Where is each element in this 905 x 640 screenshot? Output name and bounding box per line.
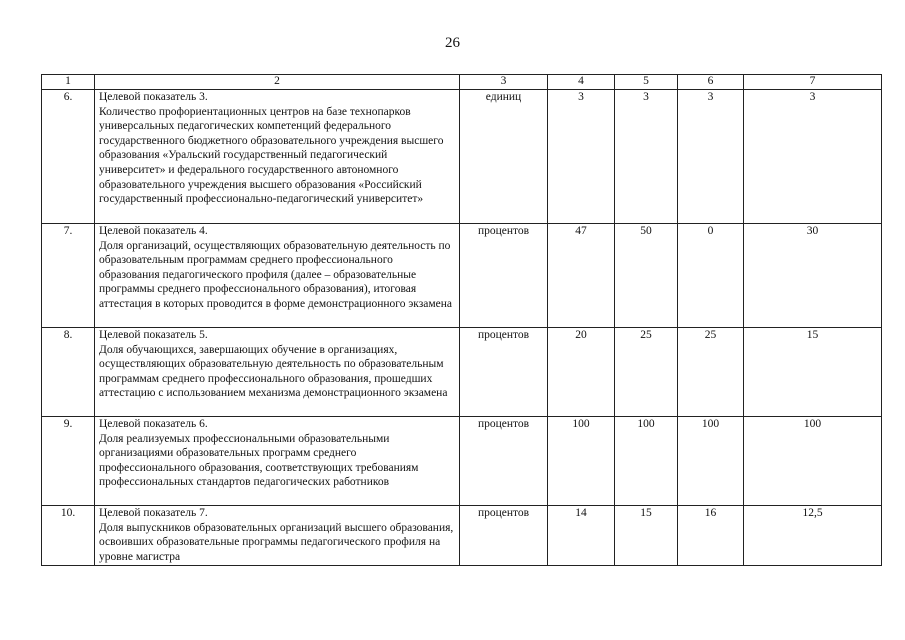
indicator-text: Доля обучающихся, завершающих обучение в организациях, осуществляющих образовательную деятельность по образовательным программам среднего профессионального образования, прошедших аттестацию с использованием механизма демонстрационного экзамена — [99, 343, 448, 400]
indicator-title: Целевой показатель 5. — [99, 329, 208, 341]
value-col-6: 3 — [678, 90, 744, 224]
unit-cell: процентов — [460, 328, 548, 417]
unit-cell: процентов — [460, 224, 548, 328]
header-col-7: 7 — [744, 75, 882, 90]
value-col-4: 20 — [548, 328, 615, 417]
table-row — [42, 224, 882, 328]
value-col-6: 100 — [678, 417, 744, 506]
row-number: 8. — [42, 328, 95, 417]
value-col-4: 100 — [548, 417, 615, 506]
indicator-text: Количество профориентационных центров на базе технопарков универсальных педагогических компетенций федерального государственного бюджетного образовательного учреждения высшего образования «Уральский государственный педагогический университет» и федерального государственного автономного образовательного учреждения высшего образования «Российский государственный профессионально-педагогический университет» — [99, 105, 444, 206]
value-col-6: 16 — [678, 506, 744, 566]
value-col-5: 100 — [615, 417, 678, 506]
table-row — [42, 506, 882, 566]
row-number: 9. — [42, 417, 95, 506]
value-col-6: 25 — [678, 328, 744, 417]
indicator-description — [95, 90, 460, 224]
value-col-5: 15 — [615, 506, 678, 566]
indicator-description — [95, 224, 460, 328]
header-col-1: 1 — [42, 75, 95, 90]
row-number: 6. — [42, 90, 95, 224]
header-col-3: 3 — [460, 75, 548, 90]
indicator-title: Целевой показатель 3. — [99, 91, 208, 103]
value-col-5: 3 — [615, 90, 678, 224]
header-col-4: 4 — [548, 75, 615, 90]
value-col-4: 14 — [548, 506, 615, 566]
indicator-text: Доля организаций, осуществляющих образовательную деятельность по образовательным программам среднего профессионального образования педагогического профиля (далее – образовательные программы среднего профессионального образования), итоговая аттестация в которых проводится в форме демонстрационного экзамена — [99, 239, 453, 310]
header-col-2: 2 — [95, 75, 460, 90]
indicator-title: Целевой показатель 4. — [99, 225, 208, 237]
indicator-title: Целевой показатель 7. — [99, 507, 208, 519]
header-col-5: 5 — [615, 75, 678, 90]
indicator-description — [95, 417, 460, 506]
value-col-5: 50 — [615, 224, 678, 328]
indicator-text: Доля выпускников образовательных организаций высшего образования, освоивших образовательные программы педагогического профиля на уровне магистра — [99, 521, 454, 563]
value-col-6: 0 — [678, 224, 744, 328]
indicator-description — [95, 506, 460, 566]
row-number: 10. — [42, 506, 95, 566]
table-row — [42, 328, 882, 417]
unit-cell: единиц — [460, 90, 548, 224]
unit-cell: процентов — [460, 417, 548, 506]
indicator-description — [95, 328, 460, 417]
value-col-4: 47 — [548, 224, 615, 328]
value-col-7: 12,5 — [744, 506, 882, 566]
table-row — [42, 90, 882, 224]
indicators-table — [41, 74, 882, 566]
value-col-4: 3 — [548, 90, 615, 224]
value-col-7: 15 — [744, 328, 882, 417]
value-col-7: 3 — [744, 90, 882, 224]
indicator-text: Доля реализуемых профессиональными образовательными организациями образовательных программ среднего профессионального образования, соответствующих требованиям профессиональных стандартов педагогических работников — [99, 432, 419, 489]
value-col-7: 30 — [744, 224, 882, 328]
indicator-title: Целевой показатель 6. — [99, 418, 208, 430]
value-col-5: 25 — [615, 328, 678, 417]
header-col-6: 6 — [678, 75, 744, 90]
value-col-7: 100 — [744, 417, 882, 506]
table-row — [42, 417, 882, 506]
page-number: 26 — [445, 35, 460, 51]
unit-cell: процентов — [460, 506, 548, 566]
row-number: 7. — [42, 224, 95, 328]
table-header-row — [42, 75, 882, 90]
